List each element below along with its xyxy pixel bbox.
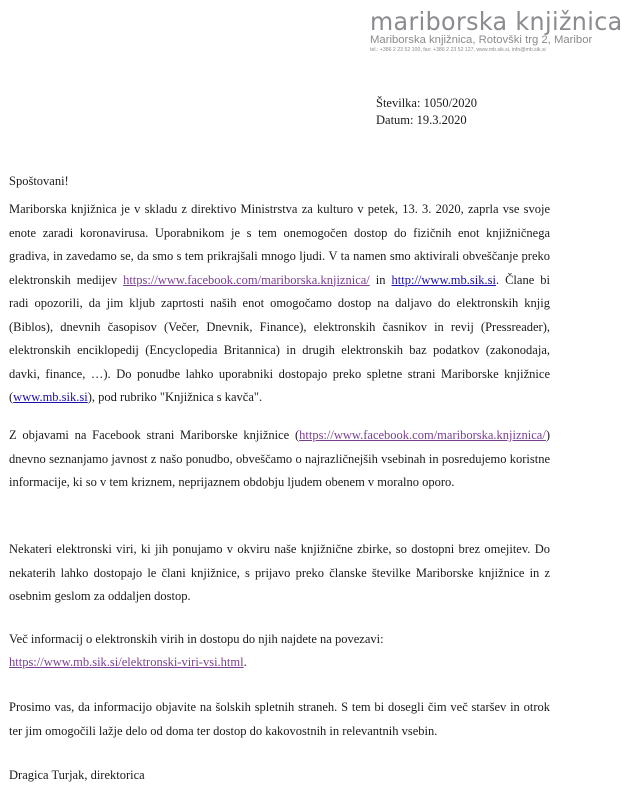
document-date: Datum: 19.3.2020 bbox=[376, 113, 467, 127]
library-contact: tel.: +386 2 23 52 100, fax: +386 2 23 52 127, www.mb.sik.si, info@mb.sik.si bbox=[370, 47, 546, 53]
signature: Dragica Turjak, direktorica bbox=[9, 768, 145, 782]
letterhead bbox=[370, 9, 622, 54]
website-link[interactable]: http://www.mb.sik.si bbox=[391, 272, 496, 287]
e-resources-link[interactable]: https://www.mb.sik.si/elektronski-viri-vsi.html bbox=[9, 655, 244, 669]
facebook-link-2[interactable]: https://www.facebook.com/mariborska.knjiznica/ bbox=[299, 428, 546, 442]
greeting: Spoštovani! bbox=[9, 174, 69, 188]
paragraph-facebook bbox=[9, 424, 550, 495]
more-info-link-line bbox=[9, 651, 550, 675]
paragraph-text: ) dnevno seznanjamo javnost z našo ponudbo, obveščamo o najrazličnejših vsebinah in posredujemo koristne informacije, ki so v tem kriznem, neprijaznem obdobju ljudem obenem v moralno oporo. bbox=[9, 428, 550, 489]
paragraph-text: in bbox=[369, 272, 392, 287]
document-number: Številka: 1050/2020 bbox=[376, 96, 478, 110]
paragraph-text: Z objavami na Facebook strani Mariborske knjižnice ( bbox=[9, 428, 300, 442]
paragraph-text: . Člane bi radi opozorili, da jim kljub zaprtosti naših enot omogočamo dostop na daljavo do elektronskih knjig (Biblos), dnevnih časopisov (Večer, Dnevnik, Finance), elektronskih časnikov in revij (Pressreader), elektronskih enciklopedij (Encyclopedia Britannica) in drugih elektronskih baz podatkov (zakonodaja, davki, finance, …). Do ponudbe lahko uporabniki dostopajo preko spletne strani Mariborske knjižnice ( bbox=[9, 272, 550, 404]
library-address: Mariborska knjižnica, Rotovški trg 2, Maribor bbox=[370, 34, 593, 46]
paragraph-request: Prosimo vas, da informacijo objavite na šolskih spletnih straneh. S tem bi dosegli čim več staršev in otrok ter jim omogočili lažje delo od doma ter dostop do kakovostnih in relevantnih vsebin. bbox=[9, 700, 550, 738]
document-meta bbox=[376, 95, 477, 129]
paragraph-text: . bbox=[243, 655, 247, 669]
paragraph-e-resources: Nekateri elektronski viri, ki jih ponujamo v okviru naše knjižnične zbirke, so dostopni brez omejitev. Do nekaterih lahko dostopajo le člani knjižnice, s prijavo preko članske številke Mariborske knjižnice in z osebnim geslom za oddaljen dostop. bbox=[9, 542, 550, 603]
paragraph-announcement bbox=[9, 198, 550, 410]
facebook-link[interactable]: https://www.facebook.com/mariborska.knjiznica/ bbox=[123, 272, 370, 287]
paragraph-text: ), pod rubriko "Knjižnica s kavča". bbox=[87, 390, 263, 404]
website-link-short[interactable]: www.mb.sik.si bbox=[13, 390, 88, 404]
library-logo-name: mariborska knjižnica bbox=[370, 7, 623, 36]
paragraph-text: Mariborska knjižnica je v skladu z direktivo Ministrstva za kulturo v petek, 13. 3. 2020, zaprla vse svoje enote zaradi koronavirusa. Uporabnikom je s tem onemogočen dostop do fizičnih enot knjižničnega gradiva, in zavedamo se, da smo s tem prikrajšali mnogo ljudi. V ta namen smo aktivirali obveščanje preko elektronskih medijev bbox=[9, 202, 550, 287]
paragraph-more-info: Več informacij o elektronskih virih in dostopu do njih najdete na povezavi: bbox=[9, 632, 384, 646]
